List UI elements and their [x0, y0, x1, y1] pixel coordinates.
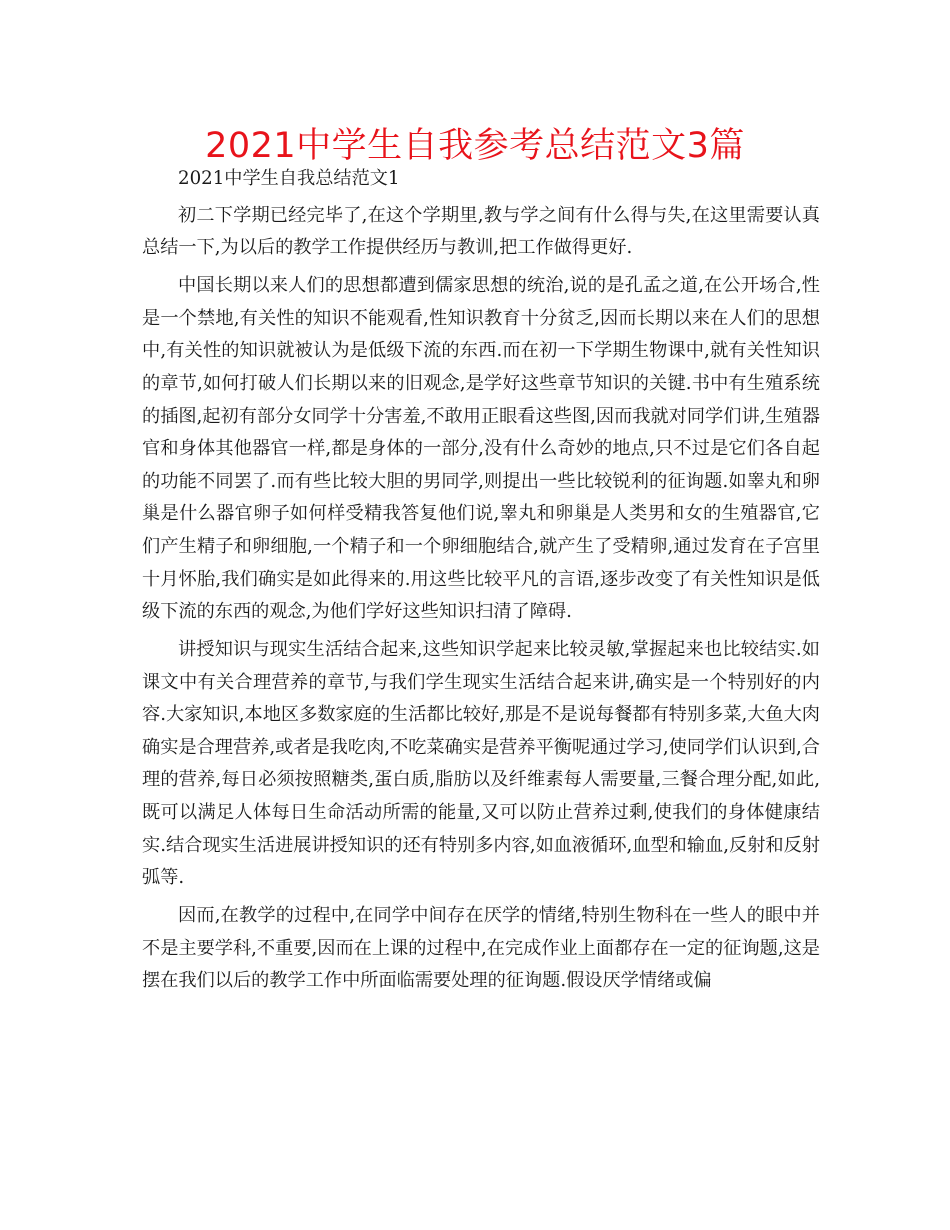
section-heading: 2021中学生自我总结范文1: [178, 168, 400, 189]
paragraph-4: 因而,在教学的过程中,在同学中间存在厌学的情绪,特别生物科在一些人的眼中并不是主要学科,不重要,因而在上课的过程中,在完成作业上面都存在一定的征询题,这是摆在我们以后的教学工作中所面临需要处理的征询题.假设厌学情绪或偏: [142, 905, 820, 992]
document-title: 2021中学生自我参考总结范文3篇: [205, 126, 745, 166]
paragraph-1: 初二下学期已经完毕了,在这个学期里,教与学之间有什么得与失,在这里需要认真总结一下,为以后的教学工作提供经历与教训,把工作做得更好.: [142, 204, 820, 259]
document-body: [142, 163, 820, 1003]
paragraph-3: 讲授知识与现实生活结合起来,这些知识学起来比较灵敏,掌握起来也比较结实.如课文中有关合理营养的章节,与我们学生现实生活结合起来讲,确实是一个特别好的内容.大家知识,本地区多数家庭的生活都比较好,那是不是说每餐都有特别多菜,大鱼大肉确实是合理营养,或者是我吃肉,不吃菜确实是营养平衡呢通过学习,使同学们认识到,合理的营养,每日必须按照糖类,蛋白质,脂肪以及纤维素每人需要量,三餐合理分配,如此,既可以满足人体每日生命活动所需的能量,又可以防止营养过剩,使我们的身体健康结实.结合现实生活进展讲授知识的还有特别多内容,如血液循环,血型和输血,反射和反射弧等.: [142, 639, 820, 889]
paragraph-2: 中国长期以来人们的思想都遭到儒家思想的统治,说的是孔孟之道,在公开场合,性是一个禁地,有关性的知识不能观看,性知识教育十分贫乏,因而长期以来在人们的思想中,有关性的知识就被认为是低级下流的东西.而在初一下学期生物课中,就有关性知识的章节,如何打破人们长期以来的旧观念,是学好这些章节知识的关键.书中有生殖系统的插图,起初有部分女同学十分害羞,不敢用正眼看这些图,因而我就对同学们讲,生殖器官和身体其他器官一样,都是身体的一部分,没有什么奇妙的地点,只不过是它们各自起的功能不同罢了.而有些比较大胆的男同学,则提出一些比较锐利的征询题.如睾丸和卵巢是什么器官卵子如何样受精我答复他们说,睾丸和卵巢是人类男和女的生殖器官,它们产生精子和卵细胞,一个精子和一个卵细胞结合,就产生了受精卵,通过发育在子宫里十月怀胎,我们确实是如此得来的.用这些比较平凡的言语,逐步改变了有关性知识是低级下流的东西的观念,为他们学好这些知识扫清了障碍.: [142, 275, 820, 623]
